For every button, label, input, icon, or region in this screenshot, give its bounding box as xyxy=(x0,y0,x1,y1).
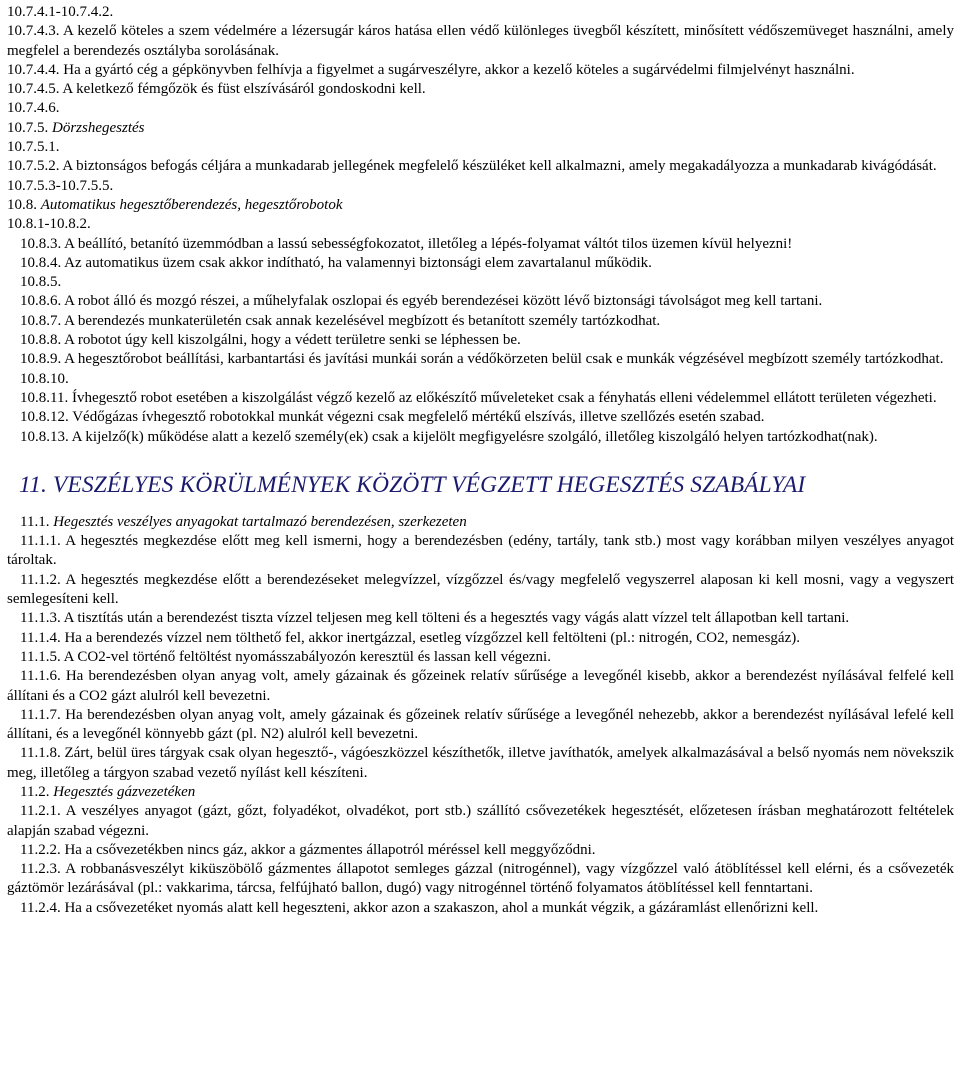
section-title: Dörzshegesztés xyxy=(52,119,145,136)
para-10-8-4: 10.8.4. Az automatikus üzem csak akkor indítható, ha valamennyi biztonsági elem zavartalanul működik. xyxy=(20,254,652,271)
para-10-7-4-1: 10.7.4.1-10.7.4.2. xyxy=(7,4,114,20)
para-10-8-1: 10.8.1-10.8.2. xyxy=(7,216,91,233)
para-10-8-6: 10.8.6. A robot álló és mozgó részei, a műhelyfalak oszlopai és egyéb berendezései között lévő biztonsági távolságot meg kell tartani. xyxy=(20,293,823,310)
para-11-2-4: 11.2.4. Ha a csővezetéket nyomás alatt kell hegeszteni, akkor azon a szakaszon, ahol a munkát végzik, a gázáramlást ellenőrizni kell. xyxy=(20,899,819,916)
para-10-7-4-5: 10.7.4.5. A keletkező fémgőzök és füst elszívásáról gondoskodni kell. xyxy=(7,81,426,98)
para-10-7-5-3: 10.7.5.3-10.7.5.5. xyxy=(7,177,114,194)
para-10-7-4-3: 10.7.4.3. A kezelő köteles a szem védelmére a lézersugár káros hatása ellen védő különleges üvegből készített, minősített védőszemüveget használni, amely megfelel a berendezés osztályba sorolásának. xyxy=(7,23,954,59)
para-10-7-4-4: 10.7.4.4. Ha a gyártó cég a gépkönyvben felhívja a figyelmet a sugárveszélyre, akkor a kezelő köteles a sugárvédelmi filmjelvényt használni. xyxy=(7,61,855,78)
section-number: 11.2. xyxy=(20,783,50,800)
para-11-1-3: 11.1.3. A tisztítás után a berendezést tiszta vízzel teljesen meg kell tölteni és a hegesztés vagy vágás alatt vízzel telt állapotban kell tartani. xyxy=(20,610,850,627)
para-10-8-13: 10.8.13. A kijelző(k) működése alatt a kezelő személy(ek) csak a kijelölt megfigyelésre szolgáló, illetőleg kiszolgáló helyen tartózkodhat(nak). xyxy=(20,428,878,445)
para-10-8-10: 10.8.10. xyxy=(20,370,69,387)
para-10-8-9: 10.8.9. A hegesztőrobot beállítási, karbantartási és javítási munkái során a védőkörzeten belül csak e munkák végzésével megbízott személy tartózkodhat. xyxy=(20,351,944,368)
para-11-1-1: 11.1.1. A hegesztés megkezdése előtt meg kell ismerni, hogy a berendezésben (edény, tartály, tank stb.) most vagy korábban milyen veszélyes anyagot tároltak. xyxy=(7,533,954,569)
para-10-8-11: 10.8.11. Ívhegesztő robot esetében a kiszolgálást végző kezelő az előkészítő műveleteket csak a fényhatás elleni védelemmel ellátott területen végezheti. xyxy=(20,389,937,406)
para-11-2-2: 11.2.2. Ha a csővezetékben nincs gáz, akkor a gázmentes állapotról méréssel kell meggyőződni. xyxy=(20,841,596,858)
chapter-title: 11. VESZÉLYES KÖRÜLMÉNYEK KÖZÖTT VÉGZETT HEGESZTÉS SZABÁLYAI xyxy=(19,471,806,498)
para-10-8-12: 10.8.12. Védőgázas ívhegesztő robotokkal munkát végezni csak megfelelő mértékű elszívás, illetve szellőzés esetén szabad. xyxy=(20,409,765,426)
para-10-8-5: 10.8.5. xyxy=(20,274,62,291)
para-10-8-3: 10.8.3. A beállító, betanító üzemmódban a lassú sebességfokozatot, illetőleg a lépés-folyamat váltót tilos üzemen kívül helyezni! xyxy=(20,235,793,252)
section-heading-10-8 xyxy=(7,196,954,215)
section-heading-10-7-5 xyxy=(7,119,954,138)
para-11-1-5: 11.1.5. A CO2-vel történő feltöltést nyomásszabályozón keresztül és lassan kell végezni. xyxy=(20,648,551,665)
para-10-7-4-6: 10.7.4.6. xyxy=(7,100,60,117)
para-11-1-6: 11.1.6. Ha berendezésben olyan anyag volt, amely gázainak és gőzeinek relatív sűrűsége a levegőnél kisebb, akkor a berendezést nyílásával felfelé kell állítani és a CO2 gázt alulról kell bevezetni. xyxy=(7,668,954,704)
para-10-8-7: 10.8.7. A berendezés munkaterületén csak annak kezelésével megbízott és betanított személy tartózkodhat. xyxy=(20,312,661,329)
section-heading-11-1 xyxy=(7,513,954,532)
para-10-8-8: 10.8.8. A robotot úgy kell kiszolgálni, hogy a védett területre senki se léphessen be. xyxy=(20,332,521,349)
section-number: 10.7.5. xyxy=(7,119,49,136)
section-title: Automatikus hegesztőberendezés, hegesztőrobotok xyxy=(40,196,343,213)
para-11-1-4: 11.1.4. Ha a berendezés vízzel nem tölthető fel, akkor inertgázzal, esetleg vízgőzzel kell feltölteni (pl.: nitrogén, CO2, nemesgáz). xyxy=(20,629,800,646)
para-11-1-8: 11.1.8. Zárt, belül üres tárgyak csak olyan hegesztő-, vágóeszközzel készíthetők, illetve javíthatók, amelyek alkalmazásával a belső nyomás nem növekszik meg, illetőleg a tárgyon szabad vezető nyílást kell készíteni. xyxy=(7,745,954,781)
section-heading-11-2 xyxy=(7,783,954,802)
section-title: Hegesztés veszélyes anyagokat tartalmazó berendezésen, szerkezeten xyxy=(53,513,467,530)
para-10-7-5-1: 10.7.5.1. xyxy=(7,139,60,156)
para-11-2-3: 11.2.3. A robbanásveszélyt kiküszöbölő gázmentes állapotot semleges gázzal (nitrogénnel), vagy vízgőzzel való átöblítéssel kell elérni, és a csővezeték gáztömör lezárásával (pl.: vakkarima, tárcsa, felfújható ballon, dugó) vagy nitrogénnel történő folyamatos átöblítéssel kell fenntartani. xyxy=(7,861,954,897)
para-11-1-2: 11.1.2. A hegesztés megkezdése előtt a berendezéseket melegvízzel, vízgőzzel és/vagy megfelelő vegyszerrel alaposan ki kell mosni, vagy a vegyszert semlegesíteni kell. xyxy=(7,571,954,608)
section-number: 11.1. xyxy=(20,513,50,530)
para-11-1-7: 11.1.7. Ha berendezésben olyan anyag volt, amely gázainak és gőzeinek relatív sűrűsége a levegőnél nehezebb, akkor a berendezést nyílásával lefelé kell állítani, és a levegőnél könnyebb gázt (pl. N2) alulról kell bevezetni. xyxy=(7,706,954,743)
para-11-2-1: 11.2.1. A veszélyes anyagot (gázt, gőzt, folyadékot, olvadékot, port stb.) szállító csővezetékek hegesztését, előzetesen írásban meghatározott feltételek alapján szabad végezni. xyxy=(7,803,954,839)
para-10-7-5-2: 10.7.5.2. A biztonságos befogás céljára a munkadarab jellegének megfelelő készüléket kell alkalmazni, amely megakadályozza a munkadarab kivágódását. xyxy=(7,158,937,175)
section-number: 10.8. xyxy=(7,196,37,213)
section-title: Hegesztés gázvezetéken xyxy=(53,783,196,800)
